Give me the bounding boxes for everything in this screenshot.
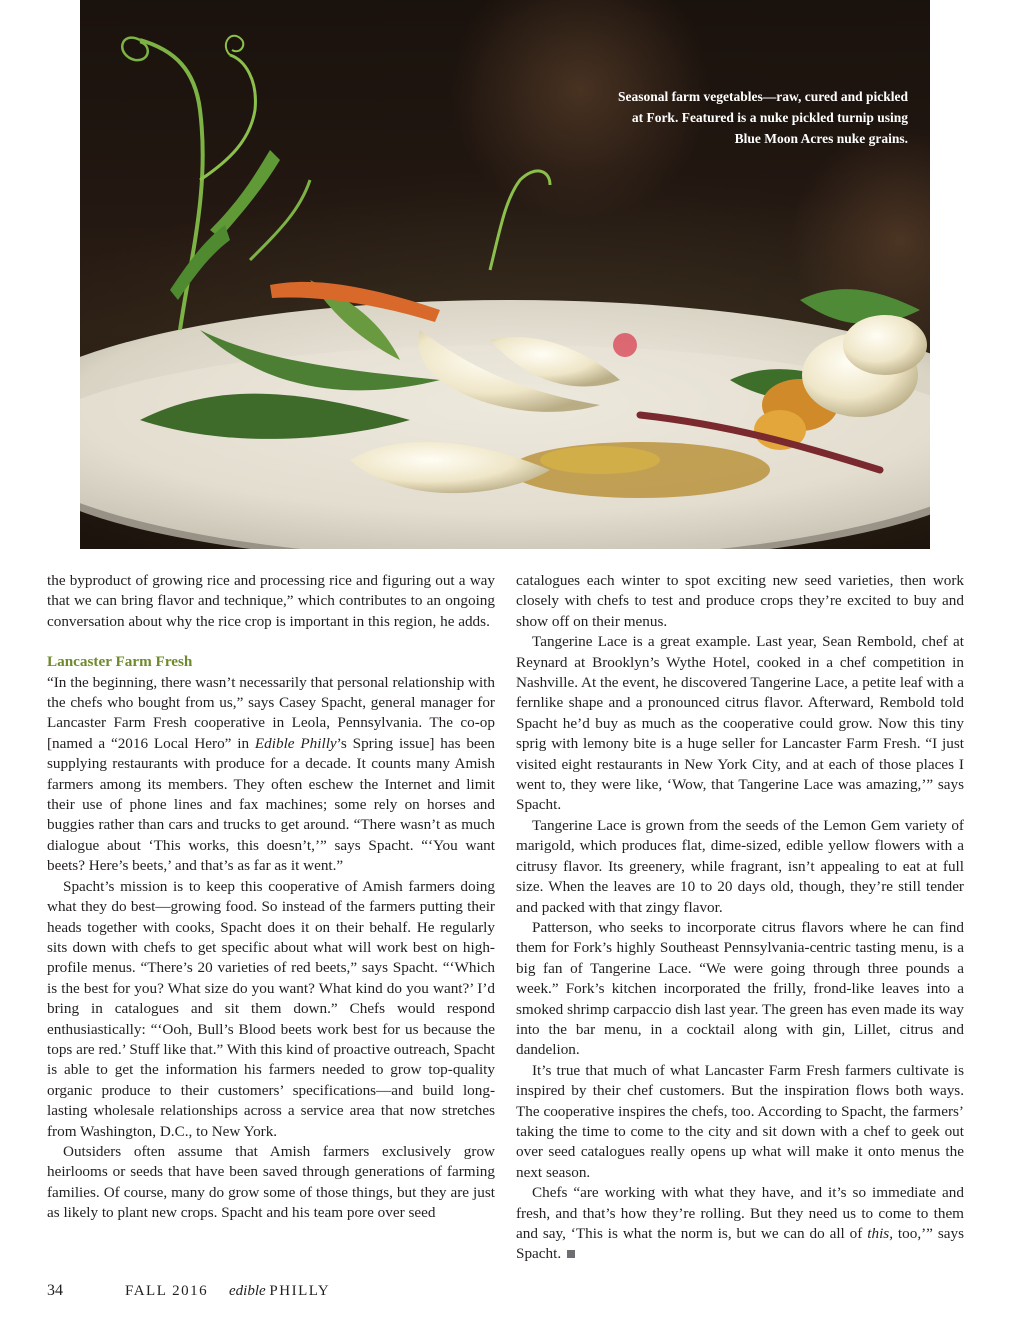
page-number: 34 xyxy=(47,1282,63,1299)
magazine-name-italic: edible xyxy=(229,1283,266,1299)
emphasis-text: this xyxy=(867,1225,890,1242)
body-paragraph: Patterson, who seeks to incorporate citrus flavors where he can find them for Fork’s highly Southeast Pennsylvania-centric tasting menu, is a big fan of Tangerine Lace. “We were going through three pounds a week.” Fork’s kitchen incorporated the frilly, frond-like leaves into a smoked shrimp carpaccio dish last year. The green has even made its way into the bar menu, in a cocktail along with gin, Lillet, citrus and dandelion. xyxy=(516,918,964,1059)
publication-title: Edible Philly xyxy=(254,734,337,752)
food-photo xyxy=(80,0,930,549)
right-column xyxy=(516,571,964,1265)
body-paragraph: Tangerine Lace is grown from the seeds of the Lemon Gem variety of marigold, which produces flat, dime-sized, edible yellow flowers with a citrusy flavor. Its greenery, while fragrant, isn’t appealing to eat at full size. When the leaves are 10 to 20 days old, though, they’re still tender and packed with that zingy flavor. xyxy=(516,816,964,916)
body-paragraph xyxy=(516,1183,964,1265)
vegetable-plate-illustration xyxy=(80,0,930,549)
body-text: , too,’” says Spacht. xyxy=(516,1225,964,1263)
body-paragraph: the byproduct of growing rice and processing rice and figuring out a way that we can bring flavor and technique,” which contributes to an ongoing conversation about why the rice crop is important in this region, he adds. xyxy=(47,572,495,630)
body-paragraph: It’s true that much of what Lancaster Farm Fresh farmers cultivate is inspired by their chef customers. But the inspiration flows both ways. The cooperative inspires the chefs, too. According to Spacht, the farmers’ taking the time to come to the city and sit down with a chef to geek out over seed catalogues really opens up what will make it onto menus the next season. xyxy=(516,1061,964,1181)
issue-label: FALL 2016 xyxy=(125,1283,209,1299)
body-text: “In the beginning, there wasn’t necessarily that personal relationship with the chefs who bought from us,” says Casey Spacht, general manager for Lancaster Farm Fresh cooperative in Leola, Pennsylvania. The co-op [named a “2016 Local Hero” in xyxy=(47,673,495,752)
section-subhead: Lancaster Farm Fresh xyxy=(47,653,193,671)
body-text: Chefs “are working with what they have, and it’s so immediate and fresh, and that’s how they’re rolling. But they need us to come to them and say, ‘This is what the norm is, but we can do all of xyxy=(516,1184,964,1242)
body-paragraph: Spacht’s mission is to keep this cooperative of Amish farmers doing what they do best—growing food. So instead of the farmers putting their heads together with cooks, Spacht does it on their behalf. He regularly sits down with chefs to get specific about what will work best on high-profile menus. “There’s 20 varieties of red beets,” says Spacht. “‘Which is the best for you? What size do you want? What kind do you want?’ I’d bring in catalogues and sit them down.” Chefs would respond enthusiastically: “‘Ooh, Bull’s Blood beets work best for us because the tops are red.’ Stuff like that.” With this kind of proactive outreach, Spacht is able to get the information his farmers needed to grow top-quality organic produce to their customers’ specifications—and build long-lasting wholesale relationships across a service area that now stretches from Washington, D.C., to New York. xyxy=(47,877,495,1140)
left-column xyxy=(47,571,495,1224)
body-paragraph: Tangerine Lace is a great example. Last year, Sean Rembold, chef at Reynard at Brooklyn’s Wythe Hotel, cooked in a chef competition in Nashville. At the event, he discovered Tangerine Lace, a petite leaf with a fernlike shape and a pronounced citrus flavor. Afterward, Rembold told Spacht he’d buy as much as the cooperative could grow. Now this tiny sprig with lemony bite is a huge seller for Lancaster Farm Fresh. “I just visited eight restaurants in New York City, and at each of those places I went to, they were like, ‘Wow, that Tangerine Lace was amazing,’” says Spacht. xyxy=(516,633,964,814)
magazine-name xyxy=(229,1283,330,1300)
body-paragraph: catalogues each winter to spot exciting new seed varieties, then work closely with chefs to test and produce crops they’re excited to buy and show off on their menus. xyxy=(516,572,964,630)
body-paragraph: Outsiders often assume that Amish farmers exclusively grow heirlooms or seeds that have been saved through generations of farming families. Of course, many do grow some of those things, but they are just as likely to plant new crops. Spacht and his team pore over seed xyxy=(47,1142,495,1222)
photo-caption: Seasonal farm vegetables—raw, cured and pickled at Fork. Featured is a nuke pickled turnip using Blue Moon Acres nuke grains. xyxy=(618,89,908,146)
body-paragraph xyxy=(47,673,495,877)
magazine-name-caps: PHILLY xyxy=(269,1283,331,1299)
end-of-story-mark-icon xyxy=(567,1250,575,1258)
page-footer xyxy=(47,1282,330,1300)
body-text: ’s Spring issue] has been supplying restaurants with produce for a decade. It counts many Amish farmers among its members. They often eschew the Internet and limit their use of phone lines and fax machines; some rely on horses and buggies rather than cars and trucks to get around. “There wasn’t as much dialogue about ‘This works, this doesn’t,’” says Spacht. “‘You want beets? Here’s beets,’ and that’s as far as it went.” xyxy=(47,734,495,875)
